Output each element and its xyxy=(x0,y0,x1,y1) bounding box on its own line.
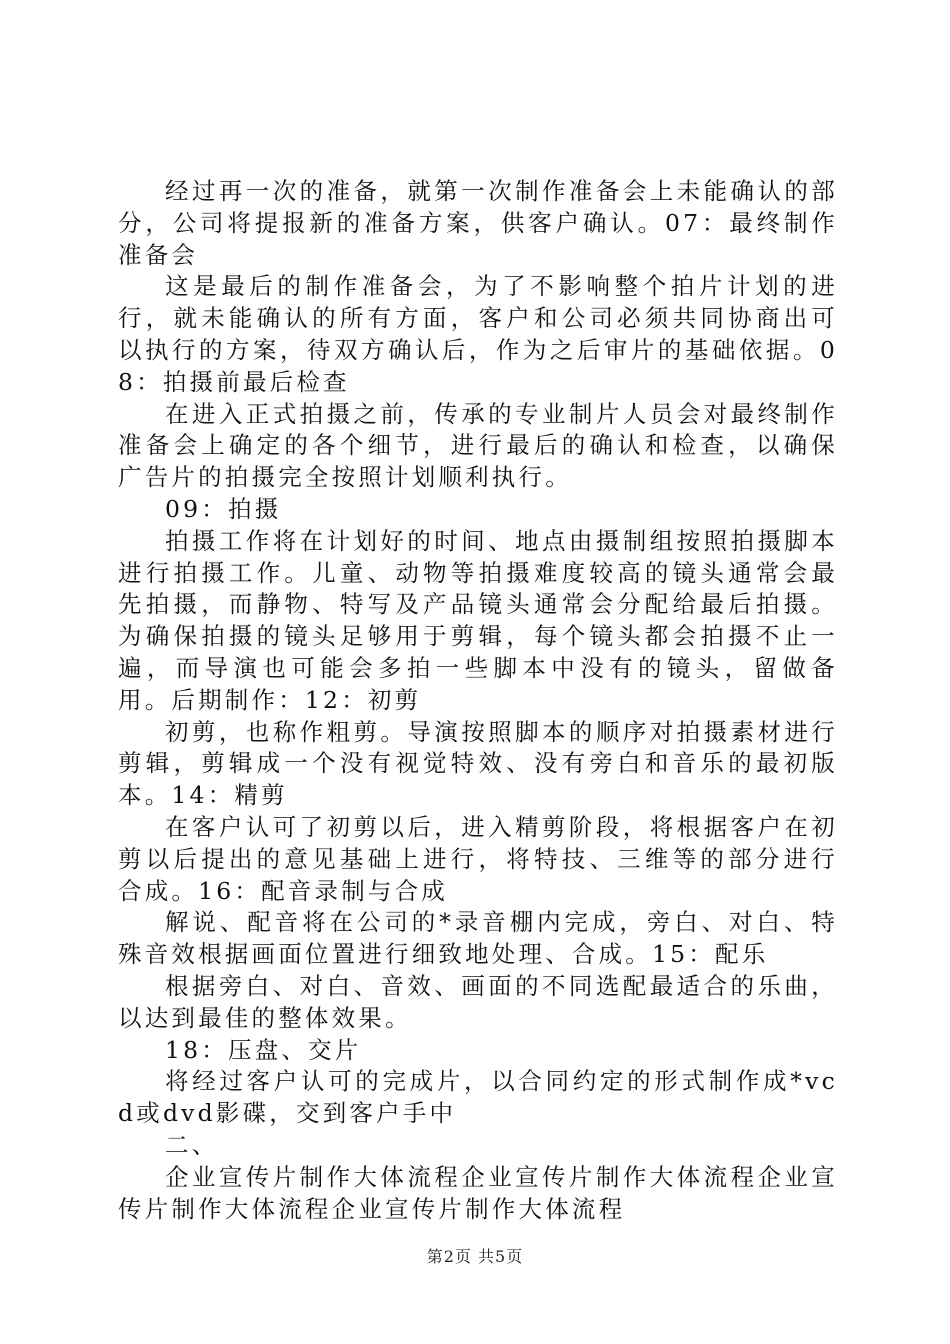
paragraph: 拍摄工作将在计划好的时间、地点由摄制组按照拍摄脚本进行拍摄工作。儿童、动物等拍摄难度较高的镜头通常会最先拍摄，而静物、特写及产品镜头通常会分配给最后拍摄。为确保拍摄的镜头足够用于剪辑，每个镜头都会拍摄不止一遍，而导演也可能会多拍一些脚本中没有的镜头，留做备用。后期制作：12：初剪 xyxy=(118,526,838,714)
paragraph: 企业宣传片制作大体流程企业宣传片制作大体流程企业宣传片制作大体流程企业宣传片制作大体流程 xyxy=(118,1162,838,1223)
paragraph: 在进入正式拍摄之前，传承的专业制片人员会对最终制作准备会上确定的各个细节，进行最后的确认和检查，以确保广告片的拍摄完全按照计划顺利执行。 xyxy=(118,399,838,492)
paragraph: 经过再一次的准备，就第一次制作准备会上未能确认的部分，公司将提报新的准备方案，供客户确认。07：最终制作准备会 xyxy=(118,177,838,269)
page-number-footer: 第2页 共5页 xyxy=(426,1247,524,1266)
paragraph: 09：拍摄 xyxy=(165,494,282,523)
paragraph: 将经过客户认可的完成片，以合同约定的形式制作成*vcd或dvd影碟，交到客户手中 xyxy=(118,1067,838,1128)
paragraph: 18：压盘、交片 xyxy=(165,1035,362,1064)
paragraph: 二、 xyxy=(165,1130,219,1159)
paragraph: 这是最后的制作准备会，为了不影响整个拍片计划的进行，就未能确认的所有方面，客户和公司必须共同协商出可以执行的方案，待双方确认后，作为之后审片的基础依据。08：拍摄前最后检查 xyxy=(118,272,838,396)
paragraph: 初剪，也称作粗剪。导演按照脚本的顺序对拍摄素材进行剪辑，剪辑成一个没有视觉特效、没有旁白和音乐的最初版本。14：精剪 xyxy=(118,717,838,810)
document-body xyxy=(118,176,838,1225)
paragraph: 解说、配音将在公司的*录音棚内完成，旁白、对白、特殊音效根据画面位置进行细致地处理、合成。15：配乐 xyxy=(118,908,838,969)
paragraph: 在客户认可了初剪以后，进入精剪阶段，将根据客户在初剪以后提出的意见基础上进行，将特技、三维等的部分进行合成。16：配音录制与合成 xyxy=(118,812,838,905)
paragraph: 根据旁白、对白、音效、画面的不同选配最适合的乐曲，以达到最佳的整体效果。 xyxy=(118,971,838,1032)
